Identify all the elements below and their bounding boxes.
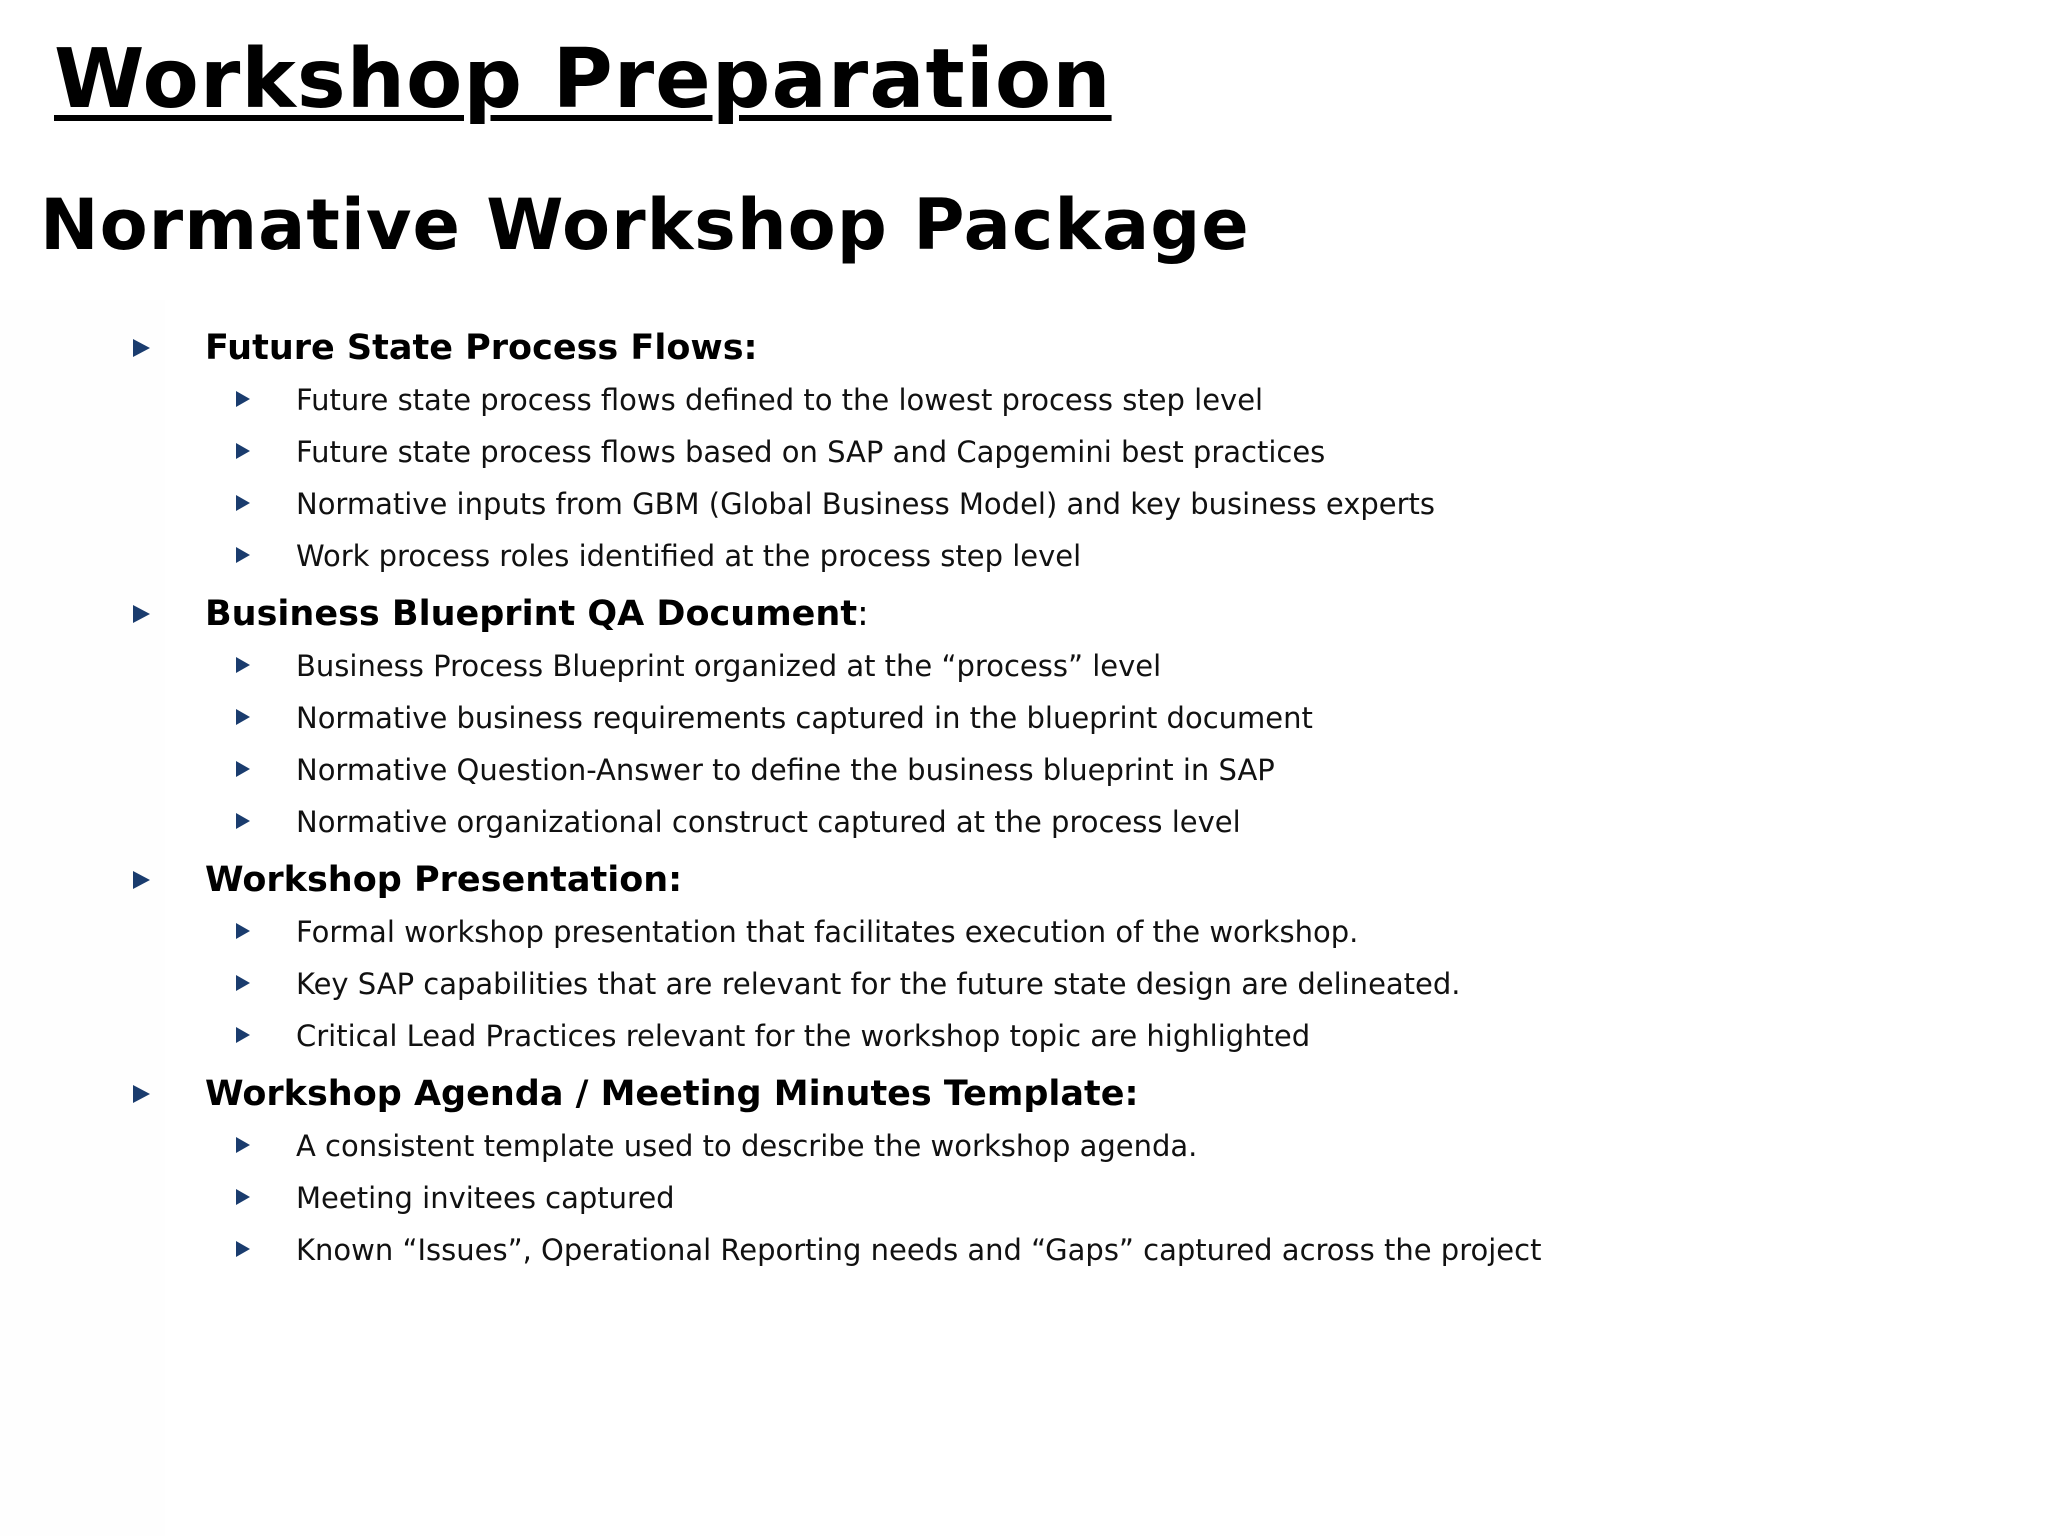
triangle-right-icon	[236, 391, 250, 407]
section-heading-text: Business Blueprint QA Document	[205, 594, 858, 634]
section-items	[0, 906, 2048, 1062]
section-business-blueprint-qa	[0, 588, 2048, 848]
section-items	[0, 374, 2048, 582]
triangle-right-icon	[236, 709, 250, 725]
list-item	[0, 640, 2048, 692]
list-item	[0, 1172, 2048, 1224]
list-item	[0, 478, 2048, 530]
list-item-text: Meeting invitees captured	[296, 1181, 675, 1215]
triangle-right-icon	[236, 813, 250, 829]
slide-subtitle: Normative Workshop Package	[40, 184, 1250, 266]
section-items	[0, 640, 2048, 848]
triangle-right-icon	[236, 761, 250, 777]
section-heading	[205, 588, 869, 640]
list-item-text: Normative Question-Answer to define the business blueprint in SAP	[296, 753, 1275, 787]
section-workshop-agenda	[0, 1068, 2048, 1276]
list-item-text: Normative business requirements captured in the blueprint document	[296, 701, 1313, 735]
section-heading-row	[0, 322, 2048, 374]
list-item-text: Business Process Blueprint organized at the “process” level	[296, 649, 1162, 683]
triangle-right-icon	[133, 339, 150, 357]
triangle-right-icon	[236, 975, 250, 991]
list-item	[0, 426, 2048, 478]
list-item-text: A consistent template used to describe the workshop agenda.	[296, 1129, 1198, 1163]
list-item-text: Future state process flows defined to the lowest process step level	[296, 383, 1264, 417]
list-item	[0, 692, 2048, 744]
triangle-right-icon	[236, 1027, 250, 1043]
section-heading-row	[0, 588, 2048, 640]
list-item	[0, 530, 2048, 582]
list-item-text: Key SAP capabilities that are relevant for the future state design are delineated.	[296, 967, 1461, 1001]
section-heading-row	[0, 854, 2048, 906]
list-item-text: Normative inputs from GBM (Global Business Model) and key business experts	[296, 487, 1436, 521]
section-heading: Workshop Presentation:	[205, 860, 683, 900]
triangle-right-icon	[133, 871, 150, 889]
triangle-right-icon	[236, 547, 250, 563]
bullet-content	[0, 322, 2048, 1276]
list-item-text: Normative organizational construct captured at the process level	[296, 805, 1241, 839]
triangle-right-icon	[236, 1137, 250, 1153]
slide-title: Workshop Preparation	[54, 32, 1112, 127]
triangle-right-icon	[236, 495, 250, 511]
list-item	[0, 1010, 2048, 1062]
triangle-right-icon	[133, 1085, 150, 1103]
list-item	[0, 958, 2048, 1010]
list-item	[0, 1224, 2048, 1276]
triangle-right-icon	[236, 1241, 250, 1257]
list-item-text: Formal workshop presentation that facilitates execution of the workshop.	[296, 915, 1359, 949]
section-heading: Future State Process Flows:	[205, 328, 758, 368]
list-item	[0, 374, 2048, 426]
list-item	[0, 744, 2048, 796]
triangle-right-icon	[236, 657, 250, 673]
section-heading-suffix: :	[857, 594, 869, 634]
section-heading: Workshop Agenda / Meeting Minutes Template:	[205, 1074, 1139, 1114]
section-workshop-presentation	[0, 854, 2048, 1062]
section-items	[0, 1120, 2048, 1276]
list-item	[0, 906, 2048, 958]
triangle-right-icon	[236, 923, 250, 939]
triangle-right-icon	[133, 605, 150, 623]
triangle-right-icon	[236, 443, 250, 459]
section-future-state-process-flows	[0, 322, 2048, 582]
list-item	[0, 796, 2048, 848]
list-item	[0, 1120, 2048, 1172]
section-heading-row	[0, 1068, 2048, 1120]
list-item-text: Future state process flows based on SAP and Capgemini best practices	[296, 435, 1326, 469]
list-item-text: Work process roles identified at the process step level	[296, 539, 1082, 573]
triangle-right-icon	[236, 1189, 250, 1205]
list-item-text: Known “Issues”, Operational Reporting needs and “Gaps” captured across the project	[296, 1233, 1542, 1267]
list-item-text: Critical Lead Practices relevant for the workshop topic are highlighted	[296, 1019, 1311, 1053]
